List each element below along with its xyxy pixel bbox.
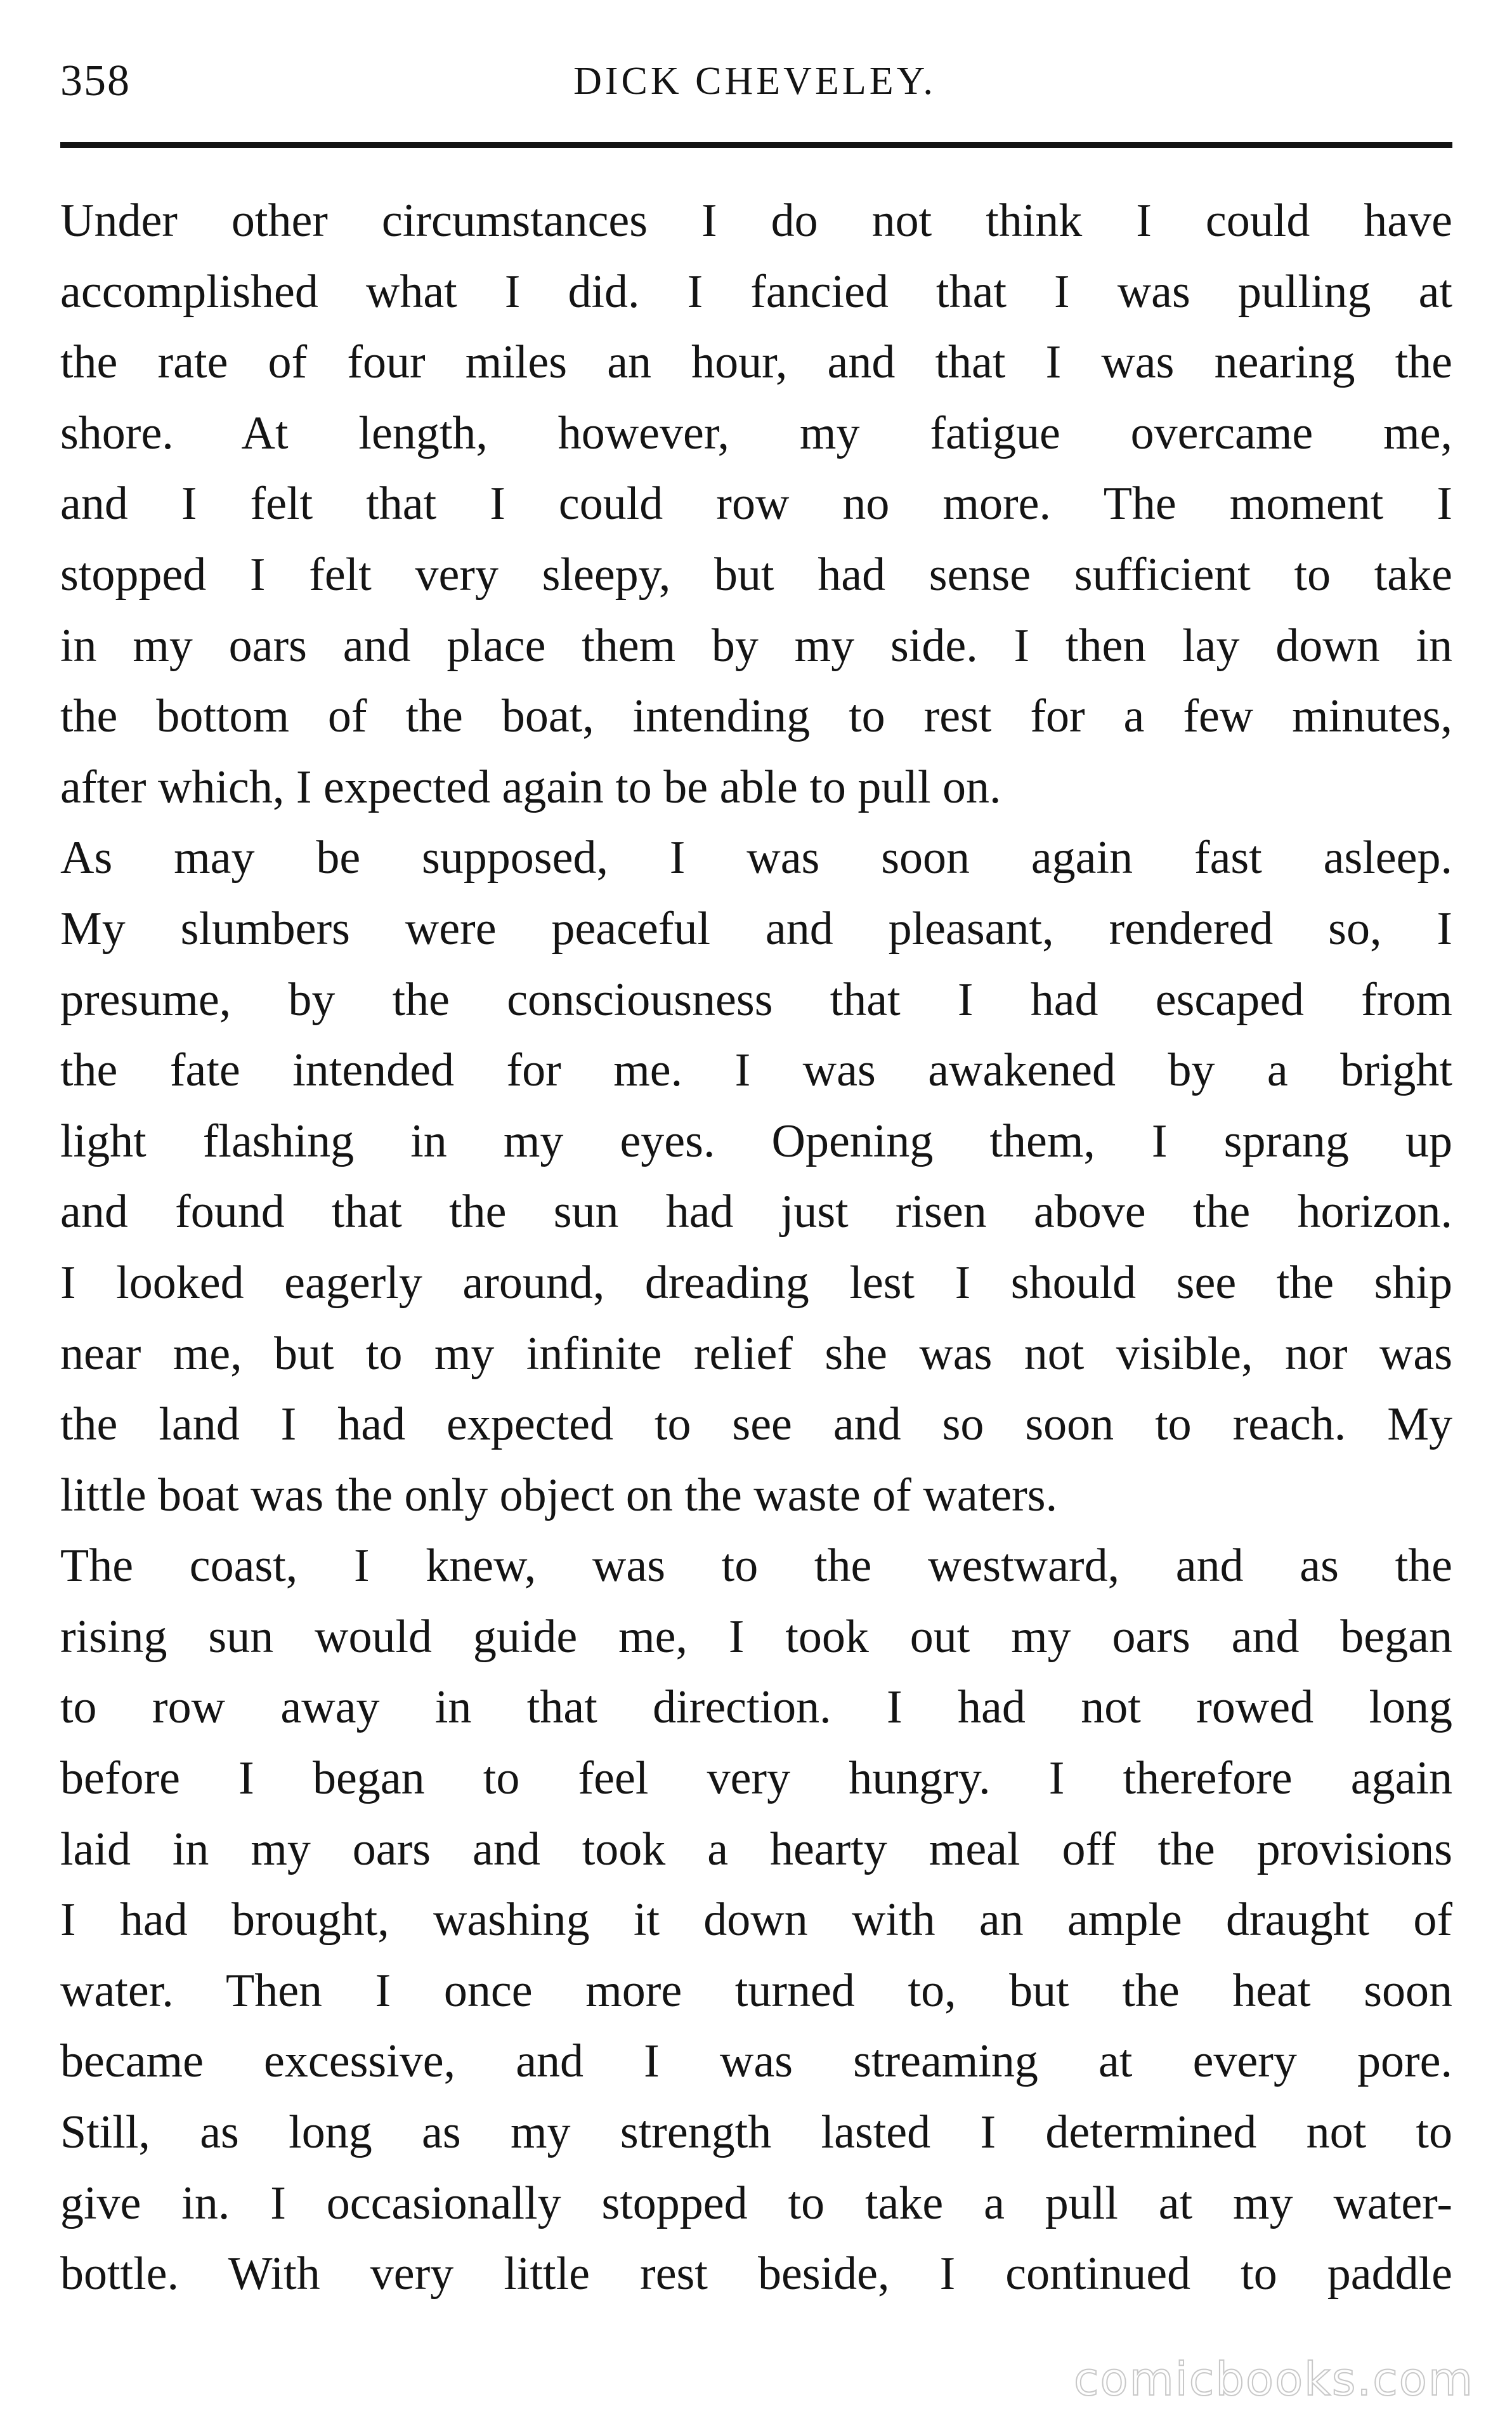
paragraph (60, 1531, 1452, 2310)
text-line: My slumbers were peaceful and pleasant, rendered so, I (60, 902, 1452, 955)
paragraph (60, 823, 1452, 1531)
text-line: the land I had expected to see and so soon to reach. My (60, 1398, 1452, 1451)
text-line: before I began to feel very hungry. I therefore again (60, 1752, 1452, 1805)
text-line: give in. I occasionally stopped to take a pull at my water- (60, 2177, 1452, 2229)
text-line: became excessive, and I was streaming at every pore. (60, 2035, 1452, 2088)
watermark-logo: comicbooks.com (1073, 2352, 1474, 2406)
text-line: laid in my oars and took a hearty meal off the provisions (60, 1823, 1452, 1875)
text-line: Still, as long as my strength lasted I determined not to (60, 2106, 1452, 2159)
text-line: rising sun would guide me, I took out my oars and began (60, 1610, 1452, 1663)
text-line: I looked eagerly around, dreading lest I should see the ship (60, 1256, 1452, 1309)
text-line: the rate of four miles an hour, and that I was nearing the (60, 336, 1452, 389)
text-line: stopped I felt very sleepy, but had sense sufficient to take (60, 548, 1452, 601)
text-line: near me, but to my infinite relief she was not visible, nor was (60, 1327, 1452, 1380)
text-line: I had brought, washing it down with an ample draught of (60, 1894, 1452, 1946)
text-line: presume, by the consciousness that I had escaped from (60, 973, 1452, 1026)
body-text (60, 186, 1452, 2310)
paragraph (60, 186, 1452, 823)
text-line: accomplished what I did. I fancied that I was pulling at (60, 265, 1452, 318)
text-line: and found that the sun had just risen above the horizon. (60, 1186, 1452, 1238)
text-line: shore. At length, however, my fatigue overcame me, (60, 407, 1452, 459)
text-line: light flashing in my eyes. Opening them, I sprang up (60, 1115, 1452, 1167)
text-line: As may be supposed, I was soon again fast asleep. (60, 832, 1452, 884)
text-line: water. Then I once more turned to, but the heat soon (60, 1964, 1452, 2017)
text-line: and I felt that I could row no more. The moment I (60, 478, 1452, 530)
text-line: bottle. With very little rest beside, I continued to paddle (60, 2248, 1452, 2300)
text-line: The coast, I knew, was to the westward, and as the (60, 1540, 1452, 1592)
text-line: in my oars and place them by my side. I then lay down in (60, 619, 1452, 672)
text-line: the fate intended for me. I was awakened by a bright (60, 1044, 1452, 1097)
page-number: 358 (60, 56, 131, 105)
text-line: the bottom of the boat, intending to rest for a few minutes, (60, 690, 1452, 743)
running-title: DICK CHEVELEY. (573, 60, 936, 103)
text-line: to row away in that direction. I had not rowed long (60, 1681, 1452, 1734)
text-line: Under other circumstances I do not think I could have (60, 195, 1452, 247)
text-line: after which, I expected again to be able to pull on. (60, 761, 1001, 813)
text-line: little boat was the only object on the waste of waters. (60, 1469, 1058, 1521)
page-header (60, 49, 1449, 113)
header-rule (60, 142, 1452, 148)
